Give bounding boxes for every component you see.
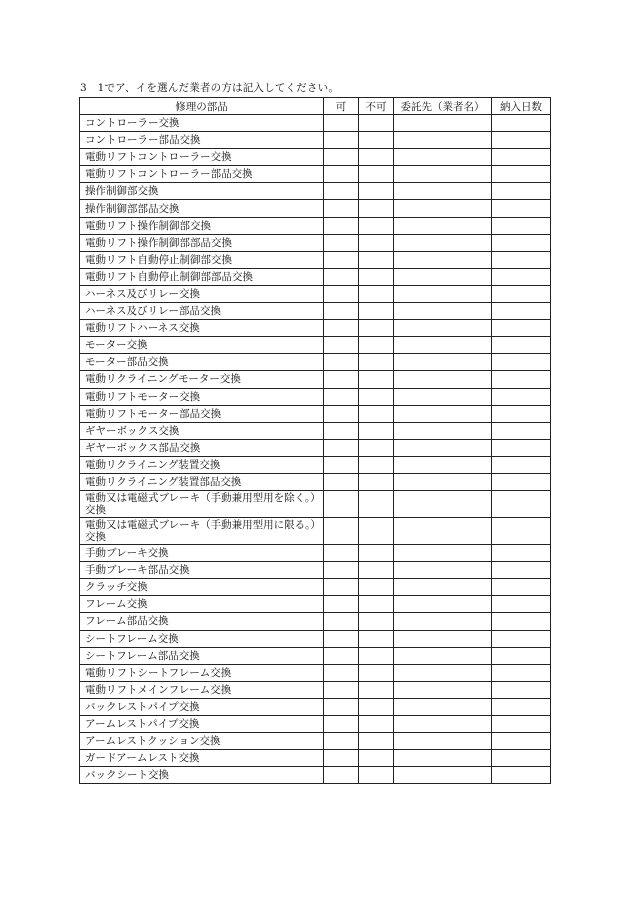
not-possible-cell[interactable]: [359, 596, 394, 613]
possible-cell[interactable]: [324, 371, 359, 388]
contractor-cell[interactable]: [394, 200, 492, 217]
not-possible-cell[interactable]: [359, 303, 394, 320]
possible-cell[interactable]: [324, 422, 359, 439]
contractor-cell[interactable]: [394, 303, 492, 320]
contractor-cell[interactable]: [394, 405, 492, 422]
table-row: [80, 354, 551, 371]
not-possible-cell[interactable]: [359, 251, 394, 268]
table-row: [80, 579, 551, 596]
table-row: [80, 234, 551, 251]
possible-cell[interactable]: [324, 716, 359, 733]
possible-cell[interactable]: [324, 439, 359, 456]
delivery-days-cell[interactable]: [492, 388, 551, 405]
contractor-cell[interactable]: [394, 183, 492, 200]
header-not-possible: 不可: [359, 98, 394, 115]
table-row: [80, 388, 551, 405]
part-cell: 電動又は電磁式ブレーキ（手動兼用型用に限る。）交換: [80, 518, 324, 545]
table-row: [80, 217, 551, 234]
delivery-days-cell[interactable]: [492, 439, 551, 456]
not-possible-cell[interactable]: [359, 664, 394, 681]
contractor-cell[interactable]: [394, 337, 492, 354]
contractor-cell[interactable]: [394, 518, 492, 545]
part-cell: 電動リフト自動停止制御部交換: [80, 251, 324, 268]
part-cell: 手動ブレーキ部品交換: [80, 562, 324, 579]
contractor-cell[interactable]: [394, 579, 492, 596]
table-row: [80, 767, 551, 784]
not-possible-cell[interactable]: [359, 422, 394, 439]
delivery-days-cell[interactable]: [492, 491, 551, 518]
table-row: [80, 733, 551, 750]
not-possible-cell[interactable]: [359, 132, 394, 149]
delivery-days-cell[interactable]: [492, 579, 551, 596]
contractor-cell[interactable]: [394, 320, 492, 337]
possible-cell[interactable]: [324, 166, 359, 183]
not-possible-cell[interactable]: [359, 733, 394, 750]
not-possible-cell[interactable]: [359, 767, 394, 784]
contractor-cell[interactable]: [394, 681, 492, 698]
header-contractor: 委託先（業者名）: [394, 98, 492, 115]
table-row: [80, 337, 551, 354]
possible-cell[interactable]: [324, 698, 359, 715]
delivery-days-cell[interactable]: [492, 149, 551, 166]
delivery-days-cell[interactable]: [492, 596, 551, 613]
possible-cell[interactable]: [324, 491, 359, 518]
not-possible-cell[interactable]: [359, 630, 394, 647]
part-cell: コントローラー交換: [80, 115, 324, 132]
part-cell: 電動リフト操作制御部部品交換: [80, 234, 324, 251]
delivery-days-cell[interactable]: [492, 422, 551, 439]
contractor-cell[interactable]: [394, 491, 492, 518]
table-row: [80, 132, 551, 149]
table-row: [80, 149, 551, 166]
possible-cell[interactable]: [324, 630, 359, 647]
possible-cell[interactable]: [324, 681, 359, 698]
table-row: [80, 115, 551, 132]
possible-cell[interactable]: [324, 518, 359, 545]
part-cell: 電動リクライニングモーター交換: [80, 371, 324, 388]
contractor-cell[interactable]: [394, 149, 492, 166]
table-row: [80, 698, 551, 715]
possible-cell[interactable]: [324, 320, 359, 337]
not-possible-cell[interactable]: [359, 698, 394, 715]
delivery-days-cell[interactable]: [492, 337, 551, 354]
table-row: [80, 518, 551, 545]
table-row: [80, 371, 551, 388]
possible-cell[interactable]: [324, 115, 359, 132]
not-possible-cell[interactable]: [359, 388, 394, 405]
part-cell: 電動リフトハーネス交換: [80, 320, 324, 337]
not-possible-cell[interactable]: [359, 545, 394, 562]
delivery-days-cell[interactable]: [492, 200, 551, 217]
header-delivery-days: 納入日数: [492, 98, 551, 115]
not-possible-cell[interactable]: [359, 456, 394, 473]
table-row: [80, 183, 551, 200]
not-possible-cell[interactable]: [359, 647, 394, 664]
possible-cell[interactable]: [324, 664, 359, 681]
delivery-days-cell[interactable]: [492, 716, 551, 733]
delivery-days-cell[interactable]: [492, 166, 551, 183]
not-possible-cell[interactable]: [359, 166, 394, 183]
table-row: [80, 491, 551, 518]
contractor-cell[interactable]: [394, 132, 492, 149]
delivery-days-cell[interactable]: [492, 698, 551, 715]
part-cell: 手動ブレーキ交換: [80, 545, 324, 562]
part-cell: バックシート交換: [80, 767, 324, 784]
contractor-cell[interactable]: [394, 166, 492, 183]
contractor-cell[interactable]: [394, 596, 492, 613]
header-part: 修理の部品: [80, 98, 324, 115]
delivery-days-cell[interactable]: [492, 320, 551, 337]
possible-cell[interactable]: [324, 767, 359, 784]
table-row: [80, 456, 551, 473]
delivery-days-cell[interactable]: [492, 630, 551, 647]
possible-cell[interactable]: [324, 388, 359, 405]
contractor-cell[interactable]: [394, 285, 492, 302]
contractor-cell[interactable]: [394, 613, 492, 630]
delivery-days-cell[interactable]: [492, 115, 551, 132]
part-cell: 電動リフトシートフレーム交換: [80, 664, 324, 681]
possible-cell[interactable]: [324, 354, 359, 371]
contractor-cell[interactable]: [394, 630, 492, 647]
contractor-cell[interactable]: [394, 716, 492, 733]
table-row: [80, 473, 551, 490]
delivery-days-cell[interactable]: [492, 303, 551, 320]
table-row: [80, 405, 551, 422]
table-row: [80, 596, 551, 613]
part-cell: 電動リフトコントローラー部品交換: [80, 166, 324, 183]
table-row: [80, 166, 551, 183]
not-possible-cell[interactable]: [359, 562, 394, 579]
possible-cell[interactable]: [324, 596, 359, 613]
table-row: [80, 545, 551, 562]
delivery-days-cell[interactable]: [492, 183, 551, 200]
part-cell: 操作制御部交換: [80, 183, 324, 200]
contractor-cell[interactable]: [394, 562, 492, 579]
contractor-cell[interactable]: [394, 371, 492, 388]
possible-cell[interactable]: [324, 733, 359, 750]
contractor-cell[interactable]: [394, 251, 492, 268]
part-cell: 電動リクライニング装置部品交換: [80, 473, 324, 490]
table-row: [80, 285, 551, 302]
part-cell: ハーネス及びリレー交換: [80, 285, 324, 302]
contractor-cell[interactable]: [394, 234, 492, 251]
not-possible-cell[interactable]: [359, 183, 394, 200]
contractor-cell[interactable]: [394, 115, 492, 132]
not-possible-cell[interactable]: [359, 518, 394, 545]
table-row: [80, 200, 551, 217]
delivery-days-cell[interactable]: [492, 733, 551, 750]
not-possible-cell[interactable]: [359, 354, 394, 371]
possible-cell[interactable]: [324, 200, 359, 217]
part-cell: ハーネス及びリレー部品交換: [80, 303, 324, 320]
contractor-cell[interactable]: [394, 664, 492, 681]
table-row: [80, 716, 551, 733]
possible-cell[interactable]: [324, 268, 359, 285]
not-possible-cell[interactable]: [359, 716, 394, 733]
table-row: [80, 422, 551, 439]
table-header-row: [80, 98, 551, 115]
possible-cell[interactable]: [324, 562, 359, 579]
table-row: [80, 647, 551, 664]
contractor-cell[interactable]: [394, 545, 492, 562]
possible-cell[interactable]: [324, 132, 359, 149]
delivery-days-cell[interactable]: [492, 405, 551, 422]
delivery-days-cell[interactable]: [492, 285, 551, 302]
delivery-days-cell[interactable]: [492, 613, 551, 630]
part-cell: フレーム交換: [80, 596, 324, 613]
part-cell: バックレストパイプ交換: [80, 698, 324, 715]
possible-cell[interactable]: [324, 545, 359, 562]
contractor-cell[interactable]: [394, 354, 492, 371]
delivery-days-cell[interactable]: [492, 518, 551, 545]
part-cell: コントローラー部品交換: [80, 132, 324, 149]
contractor-cell[interactable]: [394, 388, 492, 405]
possible-cell[interactable]: [324, 473, 359, 490]
table-row: [80, 303, 551, 320]
header-possible: 可: [324, 98, 359, 115]
contractor-cell[interactable]: [394, 767, 492, 784]
possible-cell[interactable]: [324, 285, 359, 302]
table-row: [80, 681, 551, 698]
delivery-days-cell[interactable]: [492, 767, 551, 784]
repair-parts-table: [79, 97, 551, 784]
delivery-days-cell[interactable]: [492, 217, 551, 234]
possible-cell[interactable]: [324, 149, 359, 166]
delivery-days-cell[interactable]: [492, 545, 551, 562]
not-possible-cell[interactable]: [359, 337, 394, 354]
part-cell: 電動リフトモーター部品交換: [80, 405, 324, 422]
not-possible-cell[interactable]: [359, 200, 394, 217]
delivery-days-cell[interactable]: [492, 473, 551, 490]
possible-cell[interactable]: [324, 337, 359, 354]
not-possible-cell[interactable]: [359, 613, 394, 630]
part-cell: フレーム部品交換: [80, 613, 324, 630]
contractor-cell[interactable]: [394, 268, 492, 285]
table-row: [80, 613, 551, 630]
contractor-cell[interactable]: [394, 698, 492, 715]
delivery-days-cell[interactable]: [492, 681, 551, 698]
not-possible-cell[interactable]: [359, 750, 394, 767]
contractor-cell[interactable]: [394, 750, 492, 767]
delivery-days-cell[interactable]: [492, 456, 551, 473]
table-row: [80, 562, 551, 579]
not-possible-cell[interactable]: [359, 579, 394, 596]
part-cell: 電動リフトメインフレーム交換: [80, 681, 324, 698]
not-possible-cell[interactable]: [359, 439, 394, 456]
possible-cell[interactable]: [324, 303, 359, 320]
contractor-cell[interactable]: [394, 439, 492, 456]
part-cell: クラッチ交換: [80, 579, 324, 596]
delivery-days-cell[interactable]: [492, 234, 551, 251]
table-row: [80, 320, 551, 337]
possible-cell[interactable]: [324, 217, 359, 234]
part-cell: シートフレーム部品交換: [80, 647, 324, 664]
part-cell: 電動又は電磁式ブレーキ（手動兼用型用を除く。）交換: [80, 491, 324, 518]
possible-cell[interactable]: [324, 183, 359, 200]
part-cell: 電動リフト操作制御部交換: [80, 217, 324, 234]
delivery-days-cell[interactable]: [492, 664, 551, 681]
not-possible-cell[interactable]: [359, 268, 394, 285]
possible-cell[interactable]: [324, 251, 359, 268]
delivery-days-cell[interactable]: [492, 562, 551, 579]
contractor-cell[interactable]: [394, 456, 492, 473]
part-cell: ギヤーボックス交換: [80, 422, 324, 439]
delivery-days-cell[interactable]: [492, 371, 551, 388]
not-possible-cell[interactable]: [359, 285, 394, 302]
not-possible-cell[interactable]: [359, 681, 394, 698]
part-cell: ギヤーボックス部品交換: [80, 439, 324, 456]
not-possible-cell[interactable]: [359, 473, 394, 490]
part-cell: アームレストクッション交換: [80, 733, 324, 750]
contractor-cell[interactable]: [394, 217, 492, 234]
not-possible-cell[interactable]: [359, 115, 394, 132]
contractor-cell[interactable]: [394, 473, 492, 490]
not-possible-cell[interactable]: [359, 149, 394, 166]
delivery-days-cell[interactable]: [492, 647, 551, 664]
part-cell: モーター部品交換: [80, 354, 324, 371]
contractor-cell[interactable]: [394, 647, 492, 664]
not-possible-cell[interactable]: [359, 371, 394, 388]
part-cell: シートフレーム交換: [80, 630, 324, 647]
part-cell: 電動リフトモーター交換: [80, 388, 324, 405]
possible-cell[interactable]: [324, 456, 359, 473]
part-cell: 電動リフトコントローラー交換: [80, 149, 324, 166]
contractor-cell[interactable]: [394, 733, 492, 750]
part-cell: モーター交換: [80, 337, 324, 354]
part-cell: 電動リクライニング装置交換: [80, 456, 324, 473]
part-cell: ガードアームレスト交換: [80, 750, 324, 767]
table-row: [80, 268, 551, 285]
contractor-cell[interactable]: [394, 422, 492, 439]
not-possible-cell[interactable]: [359, 217, 394, 234]
possible-cell[interactable]: [324, 405, 359, 422]
table-row: [80, 439, 551, 456]
possible-cell[interactable]: [324, 750, 359, 767]
table-row: [80, 251, 551, 268]
delivery-days-cell[interactable]: [492, 268, 551, 285]
table-row: [80, 750, 551, 767]
table-row: [80, 630, 551, 647]
possible-cell[interactable]: [324, 234, 359, 251]
section-heading: 3 1でア、イを選んだ業者の方は記入してください。: [80, 82, 340, 94]
possible-cell[interactable]: [324, 613, 359, 630]
part-cell: 電動リフト自動停止制御部部品交換: [80, 268, 324, 285]
delivery-days-cell[interactable]: [492, 750, 551, 767]
not-possible-cell[interactable]: [359, 405, 394, 422]
not-possible-cell[interactable]: [359, 320, 394, 337]
table-row: [80, 664, 551, 681]
not-possible-cell[interactable]: [359, 234, 394, 251]
possible-cell[interactable]: [324, 647, 359, 664]
possible-cell[interactable]: [324, 579, 359, 596]
part-cell: アームレストパイプ交換: [80, 716, 324, 733]
part-cell: 操作制御部部品交換: [80, 200, 324, 217]
delivery-days-cell[interactable]: [492, 354, 551, 371]
not-possible-cell[interactable]: [359, 491, 394, 518]
delivery-days-cell[interactable]: [492, 251, 551, 268]
delivery-days-cell[interactable]: [492, 132, 551, 149]
